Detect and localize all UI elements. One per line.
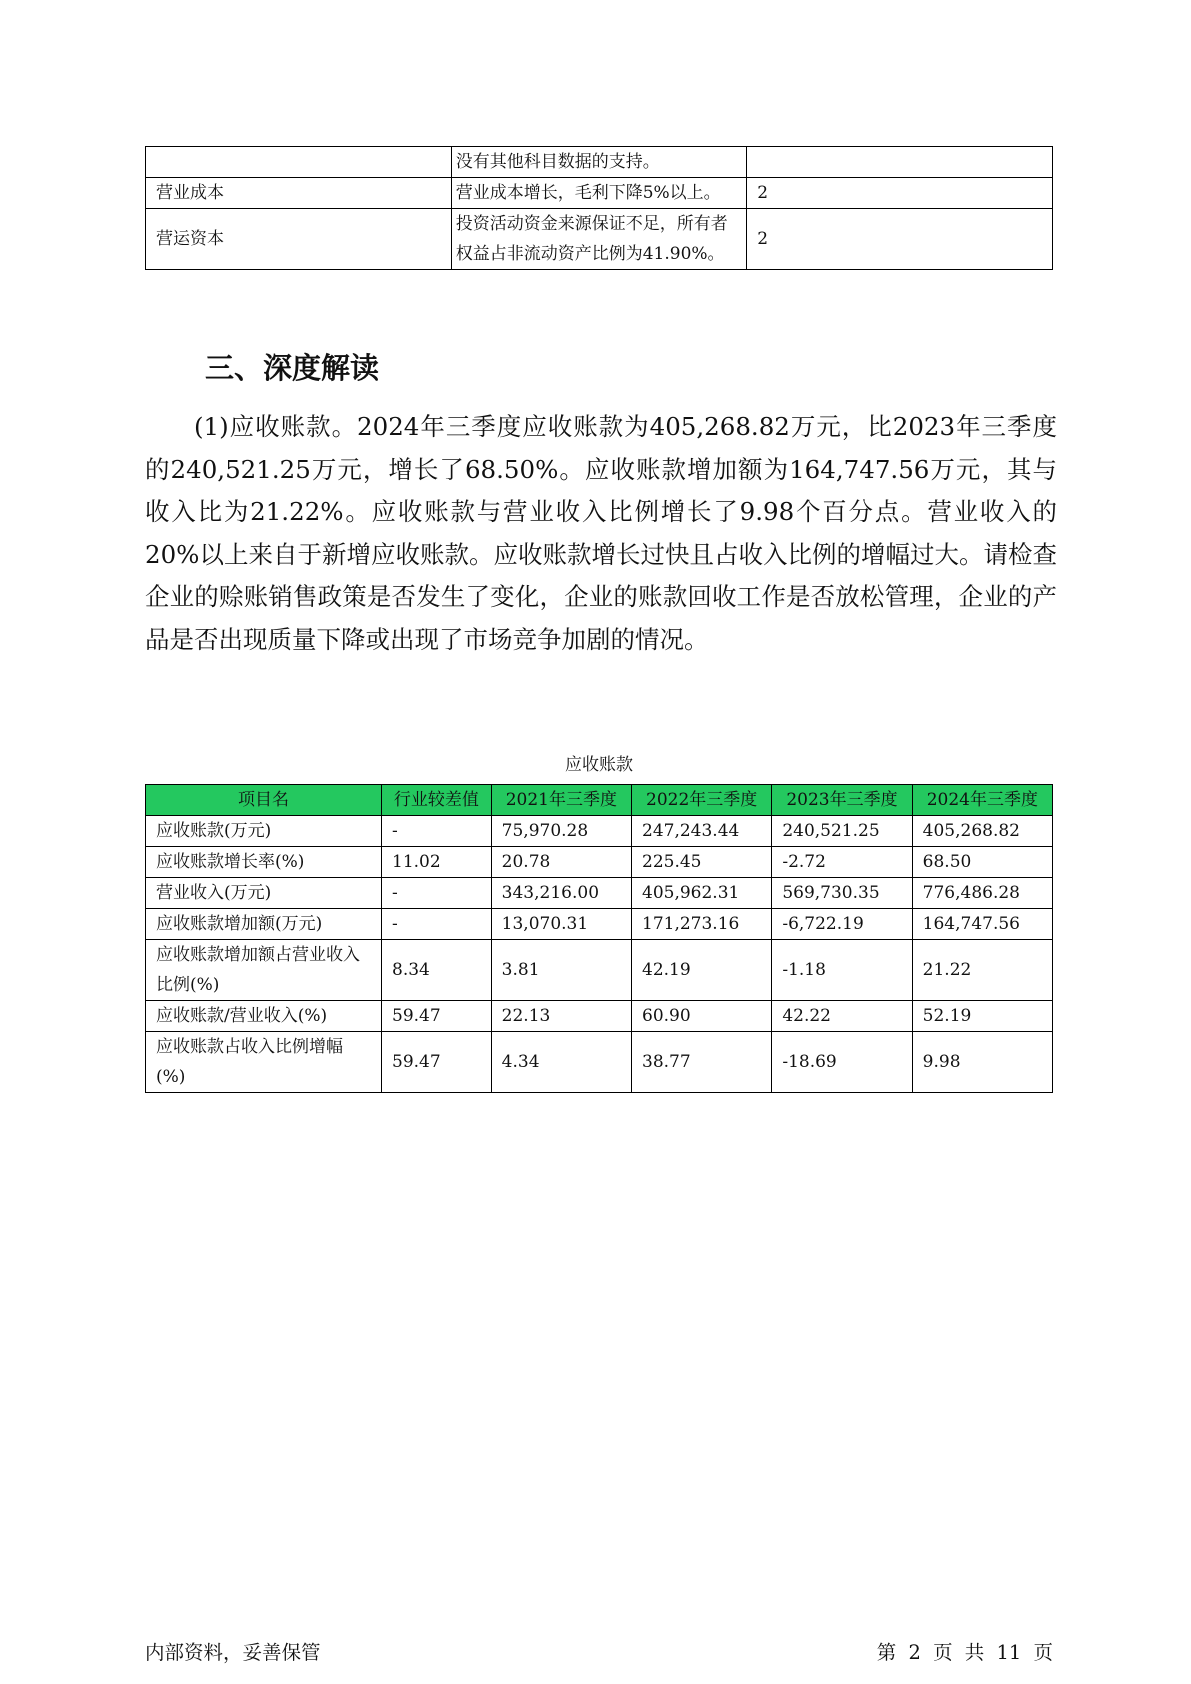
table-cell: 59.47	[382, 1032, 492, 1093]
risk-table	[145, 146, 1053, 270]
column-header: 项目名	[146, 785, 382, 816]
row-label-cell: 应收账款增加额(万元)	[146, 909, 382, 940]
table-cell: 4.34	[491, 1032, 631, 1093]
risk-score-cell: 2	[747, 178, 1053, 209]
table-cell: 22.13	[491, 1001, 631, 1032]
row-label-cell: 营业收入(万元)	[146, 878, 382, 909]
table-cell: 60.90	[632, 1001, 772, 1032]
table-cell: 240,521.25	[772, 816, 912, 847]
table-cell: -18.69	[772, 1032, 912, 1093]
table-cell: 569,730.35	[772, 878, 912, 909]
column-header: 行业较差值	[382, 785, 492, 816]
row-label-cell: 应收账款/营业收入(%)	[146, 1001, 382, 1032]
row-label-cell: 应收账款(万元)	[146, 816, 382, 847]
table-cell: 38.77	[632, 1032, 772, 1093]
table-cell: 343,216.00	[491, 878, 631, 909]
table-row	[146, 1032, 1053, 1093]
table-cell: -1.18	[772, 940, 912, 1001]
footer-page-number: 第 2 页 共 11 页	[876, 1641, 1053, 1664]
table-cell: -	[382, 816, 492, 847]
table-cell: 21.22	[912, 940, 1052, 1001]
row-label-cell: 应收账款占收入比例增幅(%)	[146, 1032, 382, 1093]
table-cell: 776,486.28	[912, 878, 1052, 909]
table-cell: 8.34	[382, 940, 492, 1001]
risk-description-cell: 投资活动资金来源保证不足，所有者权益占非流动资产比例为41.90%。	[451, 209, 747, 270]
receivables-table	[145, 784, 1053, 1093]
table-cell: 405,962.31	[632, 878, 772, 909]
table-row	[146, 847, 1053, 878]
table-cell: 247,243.44	[632, 816, 772, 847]
risk-score-cell: 2	[747, 209, 1053, 270]
table-cell: 405,268.82	[912, 816, 1052, 847]
table-cell: 68.50	[912, 847, 1052, 878]
risk-item-cell	[146, 147, 452, 178]
table-cell: -	[382, 878, 492, 909]
risk-description-cell: 营业成本增长，毛利下降5%以上。	[451, 178, 747, 209]
column-header: 2023年三季度	[772, 785, 912, 816]
table-cell: 13,070.31	[491, 909, 631, 940]
table-cell: 42.22	[772, 1001, 912, 1032]
table-cell: 75,970.28	[491, 816, 631, 847]
table-cell: 225.45	[632, 847, 772, 878]
table-caption: 应收账款	[565, 755, 633, 775]
table-cell: 42.19	[632, 940, 772, 1001]
analysis-paragraph: (1)应收账款。2024年三季度应收账款为405,268.82万元，比2023年三季度的240,521.25万元，增长了68.50%。应收账款增加额为164,747.56万元，其与收入比为21.22%。应收账款与营业收入比例增长了9.98个百分点。营业收入的20%以上来自于新增应收账款。应收账款增长过快且占收入比例的增幅过大。请检查企业的赊账销售政策是否发生了变化，企业的账款回收工作是否放松管理，企业的产品是否出现质量下降或出现了市场竞争加剧的情况。	[145, 412, 1057, 654]
table-cell: -2.72	[772, 847, 912, 878]
table-row	[146, 147, 1053, 178]
table-cell: 11.02	[382, 847, 492, 878]
table-row	[146, 940, 1053, 1001]
table-header-row	[146, 785, 1053, 816]
risk-score-cell	[747, 147, 1053, 178]
table-cell: 59.47	[382, 1001, 492, 1032]
footer-confidential-note: 内部资料，妥善保管	[145, 1641, 321, 1664]
risk-item-cell: 营业成本	[146, 178, 452, 209]
table-cell: 164,747.56	[912, 909, 1052, 940]
column-header: 2021年三季度	[491, 785, 631, 816]
table-cell: 20.78	[491, 847, 631, 878]
table-cell: 3.81	[491, 940, 631, 1001]
table-row	[146, 816, 1053, 847]
column-header: 2024年三季度	[912, 785, 1052, 816]
table-cell: 171,273.16	[632, 909, 772, 940]
risk-item-cell: 营运资本	[146, 209, 452, 270]
row-label-cell: 应收账款增加额占营业收入比例(%)	[146, 940, 382, 1001]
table-row	[146, 1001, 1053, 1032]
table-row	[146, 909, 1053, 940]
table-cell: 52.19	[912, 1001, 1052, 1032]
section-heading: 三、深度解读	[205, 351, 380, 385]
table-row	[146, 178, 1053, 209]
table-row	[146, 878, 1053, 909]
column-header: 2022年三季度	[632, 785, 772, 816]
risk-description-cell: 没有其他科目数据的支持。	[451, 147, 747, 178]
table-cell: 9.98	[912, 1032, 1052, 1093]
table-row	[146, 209, 1053, 270]
row-label-cell: 应收账款增长率(%)	[146, 847, 382, 878]
table-cell: -6,722.19	[772, 909, 912, 940]
table-cell: -	[382, 909, 492, 940]
